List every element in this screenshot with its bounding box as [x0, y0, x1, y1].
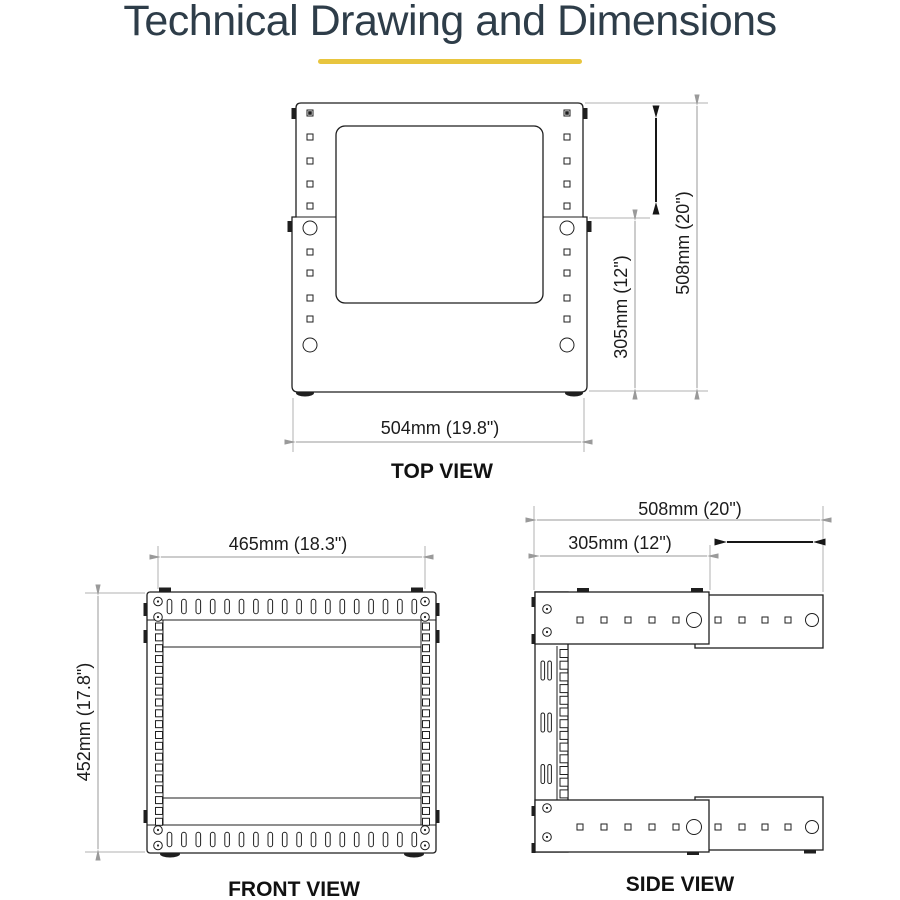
vent-slot [268, 832, 273, 847]
top-extension-arm [695, 595, 823, 648]
top-view-opening [336, 126, 543, 303]
vent-slot [167, 832, 172, 847]
mount-tab [583, 108, 588, 119]
square-hole [156, 645, 163, 652]
square-hole [649, 824, 655, 830]
square-hole [307, 249, 313, 255]
vent-slot [196, 832, 201, 847]
vent-slot [369, 599, 374, 614]
vent-slot [369, 832, 374, 847]
square-hole [715, 617, 721, 623]
square-hole [423, 677, 430, 684]
vent-slot [182, 599, 187, 614]
side-view-inner-depth-dimension: 305mm (12") [568, 533, 672, 553]
vent-slot [196, 599, 201, 614]
square-hole [423, 797, 430, 804]
screw-center [424, 600, 426, 602]
square-hole [156, 721, 163, 728]
square-hole [423, 699, 430, 706]
square-hole [601, 617, 607, 623]
screw-center [157, 844, 159, 846]
square-hole [307, 181, 313, 187]
square-hole [423, 764, 430, 771]
square-hole [423, 710, 430, 717]
screw-center [546, 608, 548, 610]
square-hole [307, 134, 313, 140]
bottom-extension-arm [695, 797, 823, 850]
screw-center [424, 616, 426, 618]
square-hole [156, 807, 163, 814]
square-hole [673, 617, 679, 623]
round-hole [687, 820, 702, 835]
square-hole [564, 295, 570, 301]
mount-tab [292, 108, 297, 119]
square-hole [564, 270, 570, 276]
vent-slot [383, 832, 388, 847]
top-view-inner-depth-dimension: 305mm (12") [611, 255, 631, 359]
screw-center [546, 836, 548, 838]
square-hole [564, 158, 570, 164]
square-hole [564, 203, 570, 209]
vent-slot [541, 713, 545, 732]
bottom-arm [535, 800, 709, 852]
square-hole [560, 650, 568, 658]
mount-tab [411, 588, 423, 593]
vent-slot [326, 599, 331, 614]
vent-slot [412, 599, 417, 614]
square-hole [156, 656, 163, 663]
square-hole [156, 775, 163, 782]
square-hole [307, 295, 313, 301]
square-hole [560, 720, 568, 728]
vent-slot [210, 599, 215, 614]
mount-tab [159, 588, 171, 593]
vent-slot [268, 599, 273, 614]
front-view-frame-outline [147, 592, 436, 853]
square-hole [307, 203, 313, 209]
round-hole [806, 614, 819, 627]
vent-slot [254, 599, 259, 614]
square-hole [785, 824, 791, 830]
vent-slot [225, 832, 230, 847]
front-view-drawing [85, 546, 440, 858]
square-hole [423, 656, 430, 663]
screw-center [546, 807, 548, 809]
square-hole [423, 645, 430, 652]
vent-slot [354, 832, 359, 847]
square-hole [156, 753, 163, 760]
vent-slot [398, 832, 403, 847]
round-hole [560, 338, 574, 352]
vent-slot [297, 599, 302, 614]
vent-slot [340, 832, 345, 847]
vent-slot [282, 599, 287, 614]
vent-slot [541, 765, 545, 784]
square-hole [560, 708, 568, 716]
square-hole [762, 617, 768, 623]
square-hole [156, 634, 163, 641]
square-hole [423, 786, 430, 793]
top-view-overall-depth-dimension: 508mm (20") [673, 191, 693, 295]
square-hole [625, 617, 631, 623]
square-hole [423, 623, 430, 630]
square-hole [423, 742, 430, 749]
square-hole [577, 617, 583, 623]
square-hole [625, 824, 631, 830]
square-hole [560, 778, 568, 786]
round-hole [560, 221, 574, 235]
screw-center [424, 829, 426, 831]
square-hole-filled [308, 111, 312, 115]
vent-slot [167, 599, 172, 614]
vent-slot [282, 832, 287, 847]
top-view-width-dimension: 504mm (19.8") [380, 418, 500, 438]
square-hole [156, 623, 163, 630]
square-hole [156, 797, 163, 804]
square-hole [423, 688, 430, 695]
square-hole [785, 617, 791, 623]
square-hole [156, 786, 163, 793]
screw-center [424, 844, 426, 846]
mount-tab [288, 221, 293, 232]
square-hole [156, 710, 163, 717]
front-view-width-dimension: 465mm (18.3") [228, 534, 348, 554]
top-view-label: TOP VIEW [391, 460, 493, 483]
vent-slot [326, 832, 331, 847]
vent-slot [311, 599, 316, 614]
square-hole [560, 767, 568, 775]
square-hole [423, 753, 430, 760]
square-hole [762, 824, 768, 830]
square-hole [307, 158, 313, 164]
square-hole [601, 824, 607, 830]
square-hole [560, 685, 568, 693]
vent-slot [548, 661, 552, 680]
top-arm [535, 592, 709, 644]
square-hole [307, 316, 313, 322]
vent-slot [254, 832, 259, 847]
square-hole [156, 742, 163, 749]
square-hole [156, 699, 163, 706]
square-hole [423, 634, 430, 641]
side-view-overall-depth-dimension: 508mm (20") [638, 499, 742, 519]
square-hole [560, 696, 568, 704]
top-view-drawing [288, 103, 709, 452]
square-hole [560, 790, 568, 798]
square-hole [423, 807, 430, 814]
vent-slot [541, 661, 545, 680]
square-hole [423, 721, 430, 728]
vent-slot [311, 832, 316, 847]
square-hole [156, 732, 163, 739]
vent-slot [548, 765, 552, 784]
side-view-label: SIDE VIEW [625, 873, 735, 896]
square-hole [423, 775, 430, 782]
square-hole [156, 666, 163, 673]
square-hole [649, 617, 655, 623]
square-hole [156, 688, 163, 695]
vent-slot [548, 713, 552, 732]
side-view-drawing [532, 506, 824, 855]
round-hole [303, 338, 317, 352]
square-hole [560, 661, 568, 669]
mount-tab [587, 221, 592, 232]
square-hole [423, 666, 430, 673]
square-hole [739, 824, 745, 830]
vent-slot [398, 599, 403, 614]
vent-slot [239, 599, 244, 614]
screw-center [546, 631, 548, 633]
square-hole [156, 818, 163, 825]
round-hole [806, 821, 819, 834]
square-hole [560, 731, 568, 739]
square-hole [564, 316, 570, 322]
screw-center [157, 600, 159, 602]
vent-slot [412, 832, 417, 847]
front-view-height-dimension: 452mm (17.8") [74, 662, 94, 782]
square-hole [423, 818, 430, 825]
square-hole [156, 764, 163, 771]
round-hole [303, 221, 317, 235]
square-hole [577, 824, 583, 830]
page-title: Technical Drawing and Dimensions [123, 0, 777, 45]
square-hole [423, 732, 430, 739]
vent-slot [340, 599, 345, 614]
square-hole [560, 755, 568, 763]
screw-center [157, 829, 159, 831]
vent-slot [225, 599, 230, 614]
square-hole [156, 677, 163, 684]
vent-slot [182, 832, 187, 847]
square-hole [564, 134, 570, 140]
vent-slot [239, 832, 244, 847]
square-hole [560, 743, 568, 751]
vent-slot [354, 599, 359, 614]
round-hole [687, 613, 702, 628]
vent-slot [210, 832, 215, 847]
vent-slot [383, 599, 388, 614]
square-hole [307, 270, 313, 276]
square-hole [715, 824, 721, 830]
square-hole [739, 617, 745, 623]
front-view-label: FRONT VIEW [228, 878, 360, 900]
vent-slot [297, 832, 302, 847]
square-hole [560, 673, 568, 681]
screw-center [157, 616, 159, 618]
square-hole [564, 249, 570, 255]
square-hole [564, 181, 570, 187]
square-hole-filled [565, 111, 569, 115]
square-hole [673, 824, 679, 830]
